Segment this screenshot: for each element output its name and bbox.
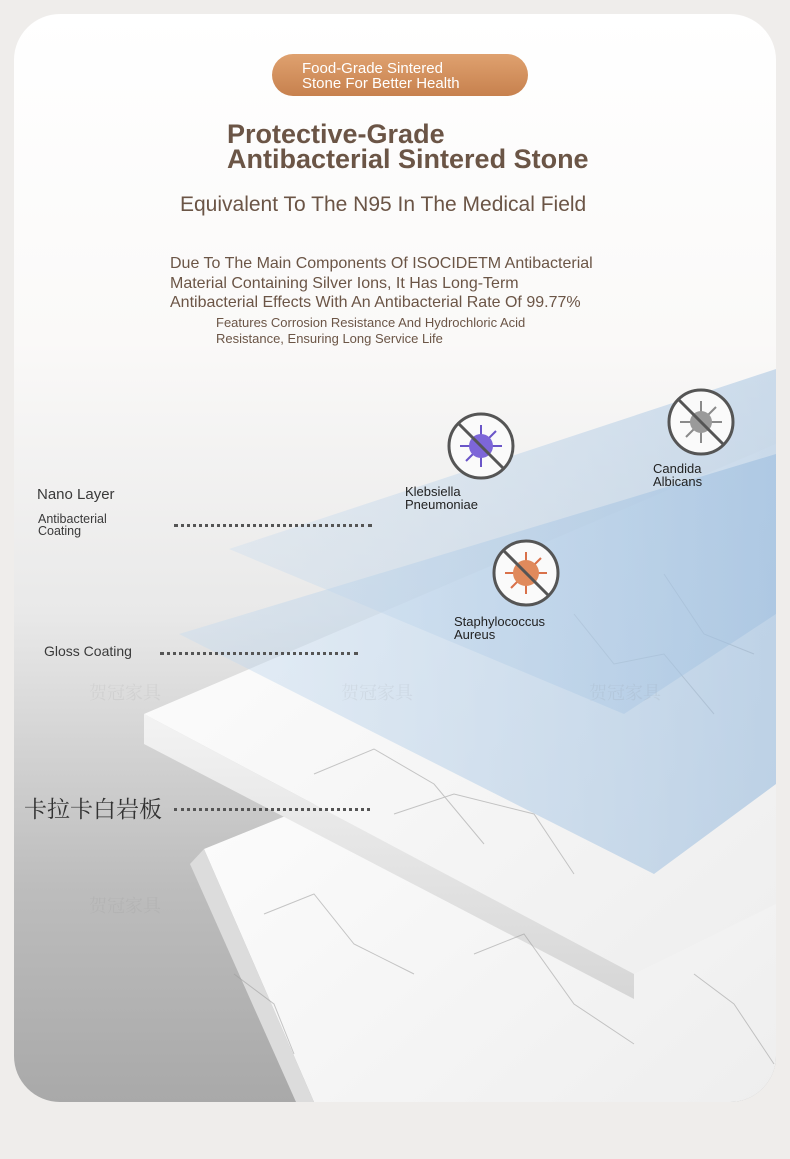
staphylococcus-line-1: Staphylococcus: [454, 614, 546, 629]
watermark: 贺冠家具: [89, 896, 161, 917]
watermark: 贺冠家具: [589, 683, 661, 704]
sintered-stone-layers-illustration: [14, 14, 776, 1102]
description2-line-2: Resistance, Ensuring Long Service Life: [216, 331, 443, 346]
staphylococcus-line-2: Aureus: [454, 626, 496, 642]
virus-orange-crossed-icon: [491, 538, 561, 608]
product-card: [14, 14, 776, 1102]
base-stone-label: 卡拉卡白岩板: [24, 797, 162, 823]
description: [170, 254, 670, 313]
klebsiella-label: [405, 486, 478, 511]
gloss-leader-line: [160, 652, 358, 655]
gloss-coating-label: Gloss Coating: [44, 643, 132, 659]
description-line-2: Material Containing Silver Ions, It Has Long-Term: [170, 274, 519, 292]
antibacterial-line-2: Coating: [38, 524, 82, 538]
badge-line-2: Stone For Better Health: [302, 75, 460, 92]
antibacterial-leader-line: [174, 524, 372, 527]
antibacterial-coating-label: [38, 513, 107, 537]
base-leader-line: [174, 808, 370, 811]
description2-line-1: Features Corrosion Resistance And Hydrochloric Acid: [216, 315, 526, 330]
nano-layer-label: Nano Layer: [37, 486, 115, 503]
virus-purple-crossed-icon: [446, 411, 516, 481]
klebsiella-line-2: Pneumoniae: [405, 496, 478, 512]
klebsiella-line-1: Klebsiella: [405, 484, 461, 499]
page-title: [227, 119, 589, 174]
staphylococcus-label: [454, 616, 545, 641]
watermark: 贺冠家具: [89, 683, 161, 704]
candida-label: [653, 463, 702, 488]
description-secondary: [216, 315, 525, 347]
badge-line-1: Food-Grade Sintered: [302, 60, 443, 77]
antibacterial-line-1: Antibacterial: [38, 512, 107, 526]
watermark: 贺冠家具: [341, 683, 413, 704]
subtitle: Equivalent To The N95 In The Medical Field: [180, 193, 587, 216]
title-line-2: Antibacterial Sintered Stone: [227, 144, 589, 174]
candida-line-1: Candida: [653, 461, 702, 476]
title-line-1: Protective-Grade: [227, 119, 445, 149]
description-line-1: Due To The Main Components Of ISOCIDETM Antibacterial: [170, 255, 593, 272]
virus-gray-crossed-icon: [666, 387, 736, 457]
description-line-3: Antibacterial Effects With An Antibacterial Rate Of 99.77%: [170, 294, 581, 311]
candida-line-2: Albicans: [653, 473, 703, 489]
food-grade-badge: [272, 54, 528, 96]
